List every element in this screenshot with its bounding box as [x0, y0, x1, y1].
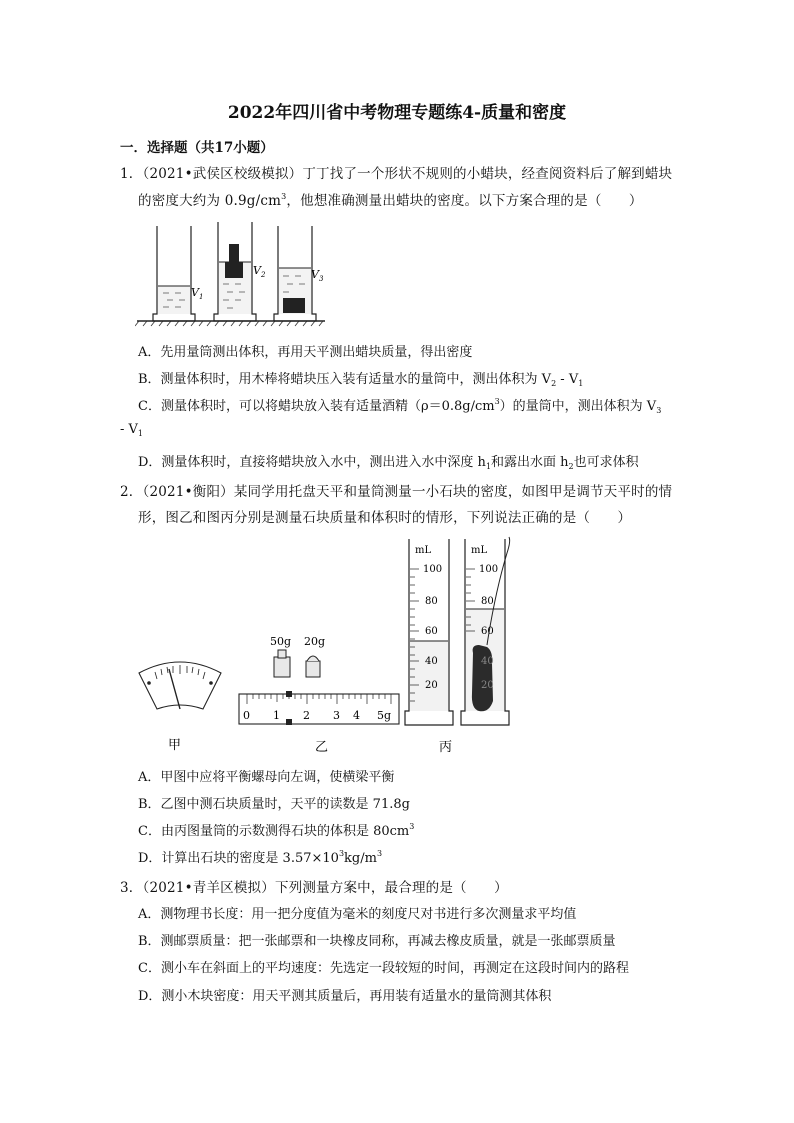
q3-option-a[interactable]: A．测物理书长度：用一把分度值为毫米的刻度尺对书进行多次测量求平均值	[138, 907, 577, 922]
label-v2: $V_2$	[253, 264, 266, 279]
q1-option-c-cont: - $V_1$	[120, 422, 144, 438]
q2-option-a[interactable]: A．甲图中应将平衡螺母向左调，使横梁平衡	[138, 770, 395, 785]
cylinder2-tick-100: 100	[479, 564, 499, 575]
q2-stem-line2: 形，图乙和图丙分别是测量石块质量和体积时的情形，下列说法正确的是（ ）	[138, 510, 632, 526]
q1-stem-line1: 1．（2021•武侯区校级模拟）丁丁找了一个形状不规则的小蜡块，经查阅资料后了解到蜡块	[120, 166, 673, 182]
ruler-tick-0: 0	[243, 709, 250, 722]
cylinder1-tick-40: 40	[425, 656, 438, 667]
q1-option-b[interactable]: B．测量体积时，用木棒将蜡块压入装有适量水的量筒中，测出体积为 $V_2 - V_1$	[138, 372, 584, 388]
q2-option-d[interactable]: D．计算出石块的密度是 $3.57\times 10^3kg/m^3$	[138, 849, 383, 866]
q2-stem-line1: 2．（2021•衡阳）某同学用托盘天平和量筒测量一小石块的密度，如图甲是调节天平时的情	[120, 484, 673, 500]
graduated-cylinder-after	[461, 537, 510, 725]
label-v3: $V_3$	[311, 268, 324, 283]
graduated-cylinder-before	[405, 539, 453, 755]
q3-option-d[interactable]: D．测小木块密度：用天平测其质量后，再用装有适量水的量筒测其体积	[138, 989, 552, 1004]
ruler-tick-4: 4	[353, 709, 360, 722]
cylinder1-unit: mL	[415, 545, 432, 556]
ruler-tick-3: 3	[333, 709, 340, 722]
cylinder1-tick-100: 100	[423, 564, 443, 575]
cylinder-v2	[214, 222, 266, 321]
ruler-tick-5: 5g	[377, 709, 392, 722]
cylinder1-tick-80: 80	[425, 596, 438, 607]
q1-option-a[interactable]: A．先用量筒测出体积，再用天平测出蜡块质量，得出密度	[138, 345, 473, 360]
balance-scale-jia	[139, 662, 221, 753]
caption-bing: 丙	[439, 740, 453, 755]
q3-option-c[interactable]: C．测小车在斜面上的平均速度：先选定一段较短的时间，再测定在这段时间内的路程	[138, 961, 629, 976]
ruler-yi	[239, 691, 399, 755]
cylinder1-tick-20: 20	[425, 680, 438, 691]
cylinder2-tick-60: 60	[481, 626, 494, 637]
q2-option-c[interactable]: C．由丙图量筒的示数测得石块的体积是 $80cm^3$	[138, 822, 415, 839]
cylinder-v1	[153, 226, 203, 321]
q1-option-c[interactable]: C．测量体积时，可以将蜡块放入装有适量酒精$(\rho=0.8g/cm^3)$的量筒中，测出体积为 $V_3$	[138, 397, 662, 415]
q2-balance-figure	[135, 533, 535, 758]
label-v1: $V_1$	[191, 286, 204, 301]
q3-stem: 3．（2021•青羊区模拟）下列测量方案中，最合理的是（ ）	[120, 880, 508, 896]
ruler-tick-1: 1	[273, 709, 280, 722]
caption-yi: 乙	[315, 740, 329, 755]
weight-50g-label: 50g	[270, 635, 292, 648]
cylinder2-unit: mL	[471, 545, 488, 556]
cylinder2-tick-80: 80	[481, 596, 494, 607]
page-title: 2022年四川省中考物理专题练4-质量和密度	[227, 103, 567, 123]
q2-option-b[interactable]: B．乙图中测石块质量时，天平的读数是 71.8g	[138, 797, 410, 812]
q1-stem-line2: 的密度大约为 $0.9g/cm^3$，他想准确测量出蜡块的密度。以下方案合理的是（ ）	[138, 192, 643, 209]
cylinder-v3	[274, 226, 324, 321]
cylinder2-tick-20: 20	[481, 680, 494, 691]
cylinder1-tick-60: 60	[425, 626, 438, 637]
q3-option-b[interactable]: B．测邮票质量：把一张邮票和一块橡皮同称，再减去橡皮质量，就是一张邮票质量	[138, 934, 616, 949]
q1-cylinders-figure	[135, 218, 335, 328]
cylinder2-tick-40: 40	[481, 656, 494, 667]
ruler-tick-2: 2	[303, 709, 310, 722]
weight-20g-label: 20g	[304, 635, 326, 648]
q1-option-d[interactable]: D．测量体积时，直接将蜡块放入水中，测出进入水中深度 $h_1$和露出水面 $h_2$也可求体积	[138, 455, 639, 471]
weights-yi	[270, 635, 325, 677]
caption-jia: 甲	[168, 738, 182, 753]
section-heading: 一．选择题（共17小题）	[120, 140, 274, 156]
